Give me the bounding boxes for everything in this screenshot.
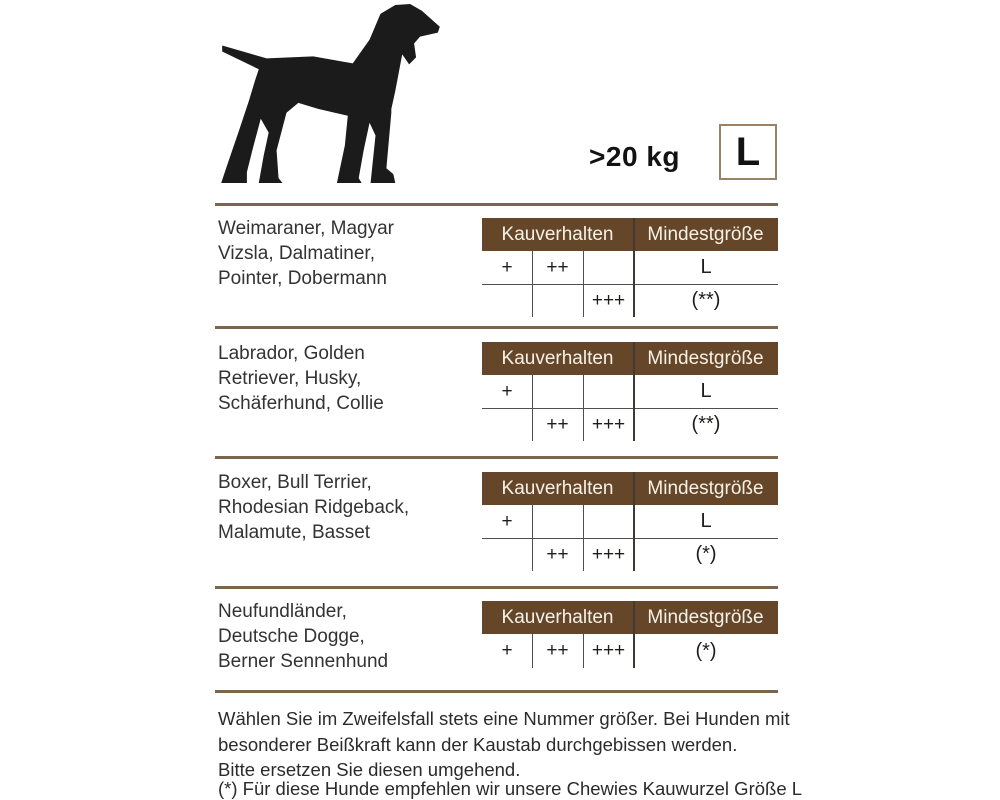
table-body — [482, 375, 778, 441]
table-body — [482, 251, 778, 317]
col-header-kauverhalten: Kauverhalten — [482, 601, 633, 634]
table-header — [482, 342, 778, 375]
breed-line: Weimaraner, Magyar — [218, 218, 394, 239]
min-size-cell: L — [700, 380, 712, 402]
chew-level-cell: ++ — [546, 413, 569, 435]
chew-behavior-table — [482, 601, 778, 668]
weight-label: >20 kg — [589, 141, 680, 172]
grid-line — [633, 601, 635, 668]
col-header-mindestgroesse: Mindestgröße — [633, 342, 778, 375]
chew-behavior-table — [482, 218, 778, 317]
table-body — [482, 634, 778, 668]
breed-line: Retriever, Husky, — [218, 368, 362, 389]
grid-line — [583, 634, 584, 668]
chew-level-cell: ++ — [546, 543, 569, 565]
chew-behavior-table — [482, 342, 778, 441]
breed-line: Neufundländer, — [218, 601, 347, 622]
chew-level-cell: +++ — [591, 413, 626, 435]
chew-level-cell: ++ — [546, 640, 569, 661]
chew-level-cell: + — [501, 640, 513, 661]
breed-line: Malamute, Basset — [218, 522, 371, 543]
chew-level-cell — [583, 505, 634, 538]
min-size-cell: L — [700, 256, 712, 278]
size-letter: L — [735, 130, 761, 174]
section-divider — [215, 326, 778, 329]
grid-line — [482, 538, 778, 539]
chew-level-cell: + — [501, 510, 513, 532]
chew-level-cell: + — [501, 380, 513, 402]
breed-line: Boxer, Bull Terrier, — [218, 472, 372, 493]
chew-level-cell — [583, 375, 634, 408]
breed-line: Labrador, Golden — [218, 343, 365, 364]
breed-line: Pointer, Dobermann — [218, 268, 387, 289]
grid-line — [532, 634, 533, 668]
breed-list — [218, 599, 388, 674]
breed-line: Vizsla, Dalmatiner, — [218, 243, 375, 264]
table-header — [482, 472, 778, 505]
chew-level-cell: ++ — [546, 256, 569, 278]
min-size-cell: (*) — [695, 639, 717, 662]
breed-line: Deutsche Dogge, — [218, 626, 365, 647]
table-header — [482, 601, 778, 634]
section-divider — [215, 690, 778, 693]
chew-level-cell — [482, 284, 532, 317]
table-row — [482, 634, 778, 668]
chew-level-cell — [532, 505, 583, 538]
table-row — [482, 251, 778, 284]
chew-level-cell — [482, 538, 532, 571]
breed-list — [218, 341, 384, 416]
chew-behavior-table — [482, 472, 778, 571]
chew-level-cell: +++ — [591, 640, 626, 661]
min-size-cell: L — [700, 510, 712, 532]
col-header-kauverhalten: Kauverhalten — [482, 218, 633, 251]
chew-level-cell — [532, 375, 583, 408]
table-row — [482, 505, 778, 538]
min-size-cell: (**) — [691, 289, 721, 311]
col-header-mindestgroesse: Mindestgröße — [633, 472, 778, 505]
section-divider — [215, 203, 778, 206]
footer-advice — [218, 706, 790, 783]
grid-line — [482, 408, 778, 409]
table-row — [482, 408, 778, 441]
dog-silhouette-icon — [219, 2, 441, 186]
section-divider — [215, 456, 778, 459]
col-header-kauverhalten: Kauverhalten — [482, 472, 633, 505]
chew-level-cell — [532, 284, 583, 317]
footer-line: Wählen Sie im Zweifelsfall stets eine Nummer größer. Bei Hunden mit — [218, 708, 790, 729]
min-size-cell: (**) — [691, 413, 721, 435]
chew-level-cell — [482, 408, 532, 441]
table-body — [482, 505, 778, 571]
chew-level-cell: + — [501, 256, 513, 278]
breed-line: Rhodesian Ridgeback, — [218, 497, 410, 518]
grid-line — [633, 342, 635, 441]
table-row — [482, 538, 778, 571]
footnote: (*) Für diese Hunde empfehlen wir unsere Chewies Kauwurzel Größe L — [218, 778, 803, 799]
breed-list — [218, 470, 409, 545]
breed-list — [218, 216, 394, 291]
table-header — [482, 218, 778, 251]
section-divider — [215, 586, 778, 589]
grid-line — [482, 284, 778, 285]
grid-line — [633, 218, 635, 317]
breed-line: Schäferhund, Collie — [218, 393, 384, 414]
grid-line — [633, 472, 635, 571]
col-header-mindestgroesse: Mindestgröße — [633, 218, 778, 251]
table-row — [482, 375, 778, 408]
chew-level-cell — [583, 251, 634, 284]
min-size-cell: (*) — [695, 543, 717, 565]
col-header-kauverhalten: Kauverhalten — [482, 342, 633, 375]
col-header-mindestgroesse: Mindestgröße — [633, 601, 778, 634]
chew-level-cell: +++ — [591, 289, 626, 311]
footer-line: Bitte ersetzen Sie diesen umgehend. — [218, 759, 521, 780]
size-badge — [719, 124, 777, 180]
table-row — [482, 284, 778, 317]
breed-line: Berner Sennenhund — [218, 651, 389, 672]
footer-line: besonderer Beißkraft kann der Kaustab durchgebissen werden. — [218, 733, 738, 755]
chew-level-cell: +++ — [591, 543, 626, 565]
